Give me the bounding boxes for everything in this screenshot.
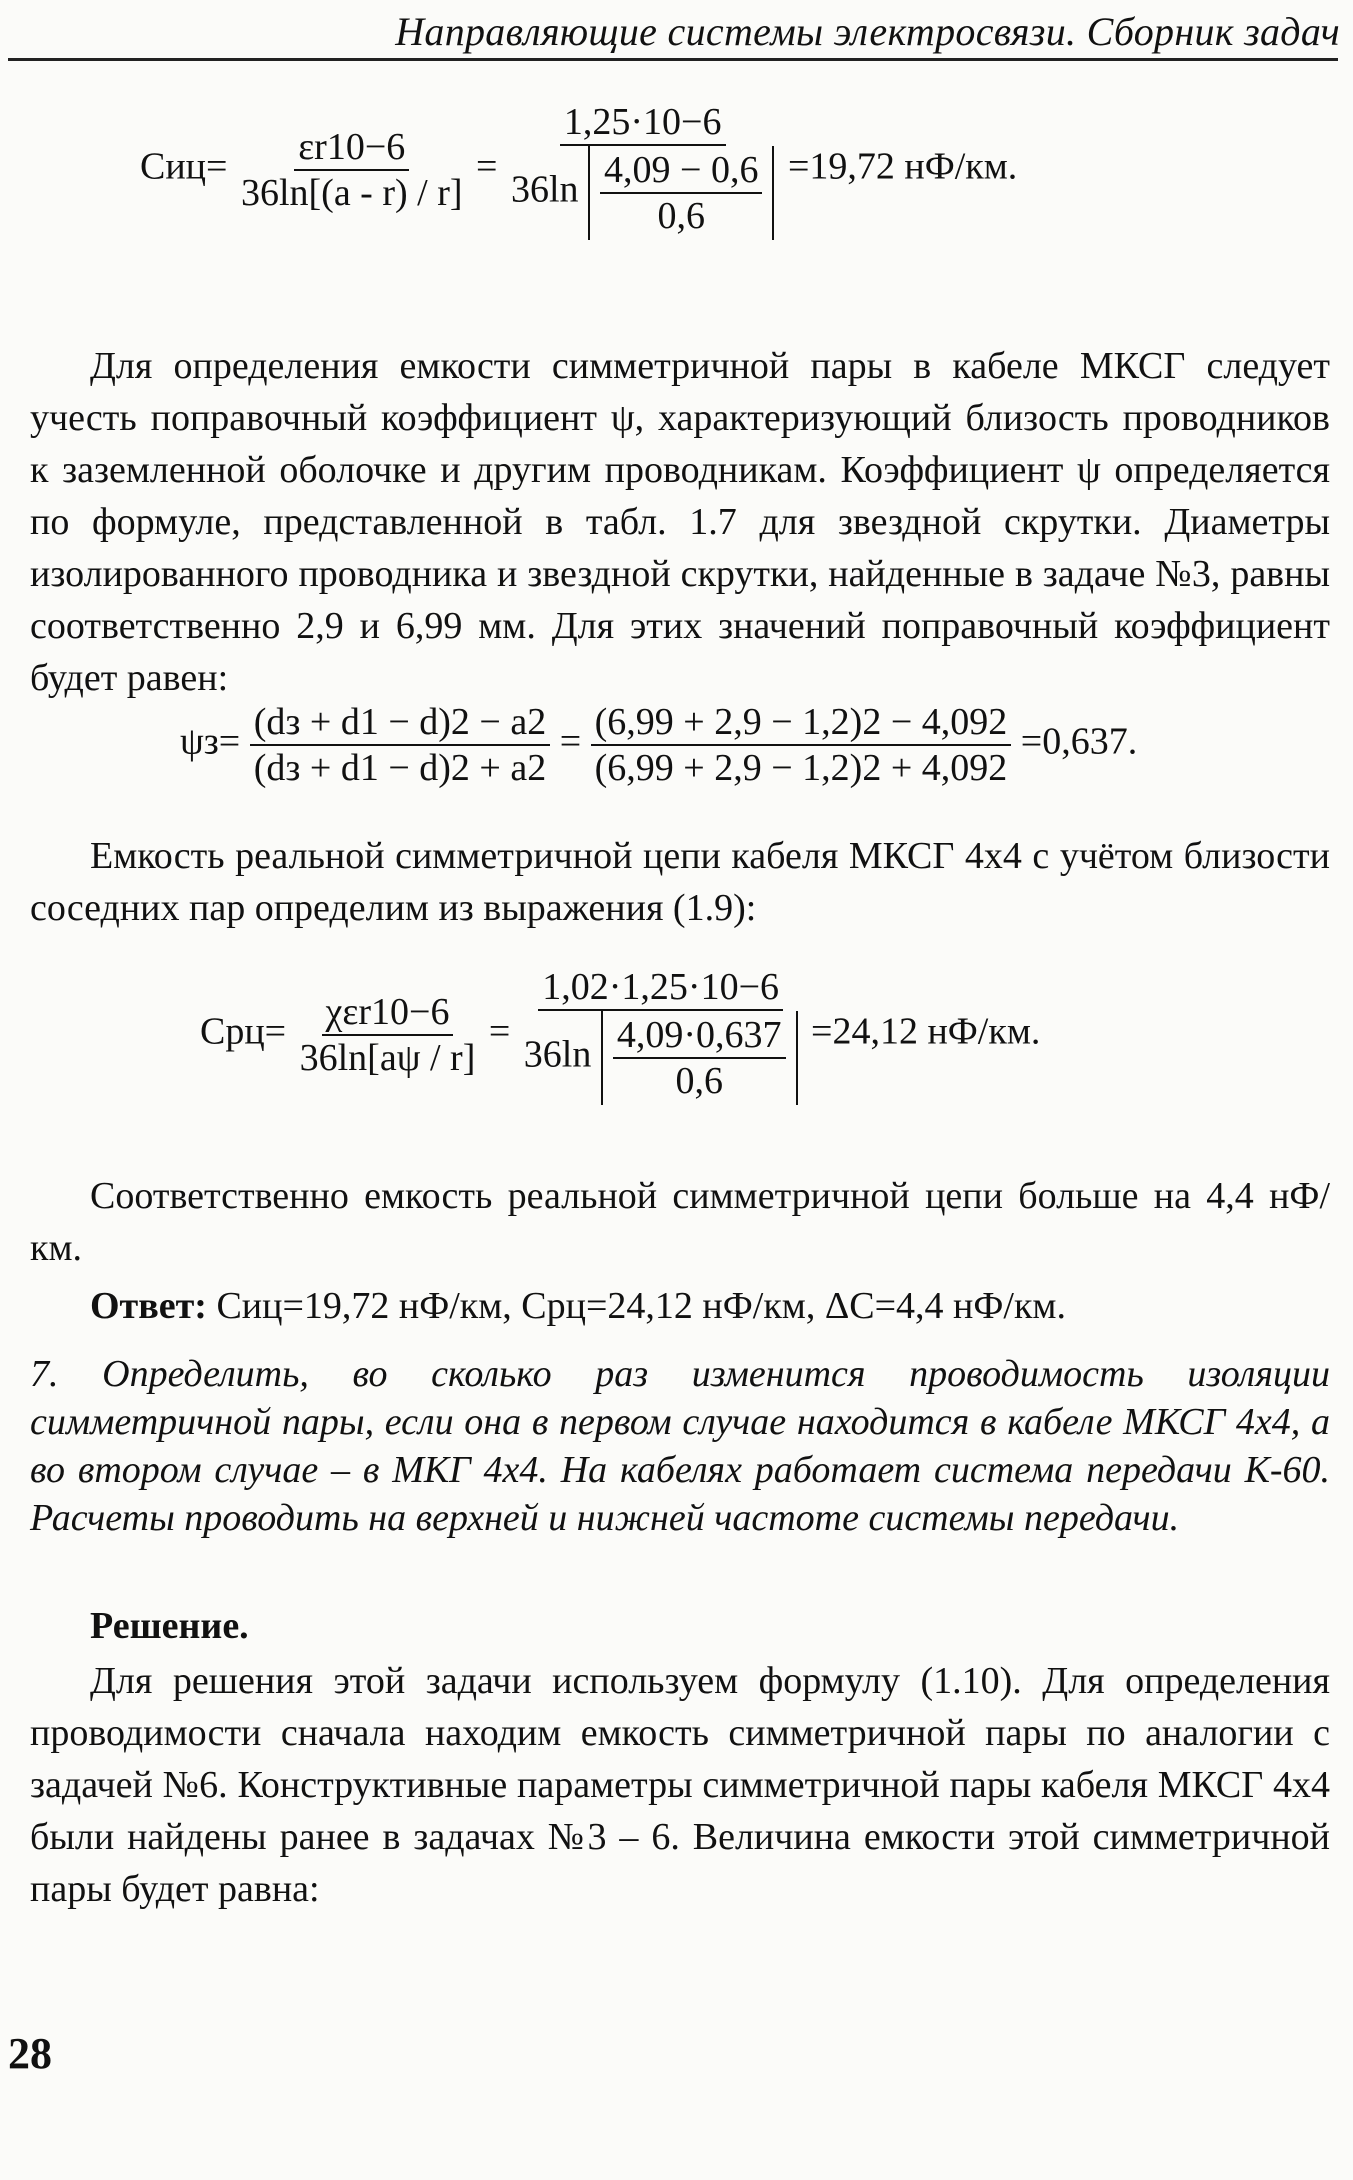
bracket-fraction xyxy=(601,1011,798,1105)
formula-cic xyxy=(140,100,1017,240)
ln-prefix: 36ln xyxy=(510,168,579,211)
fraction-denominator: 36ln[(a - r) / r] xyxy=(240,172,463,214)
bracket-fraction xyxy=(588,146,774,240)
formula-result: =24,12 нФ/км. xyxy=(811,1010,1041,1053)
formula-lhs: Cиц= xyxy=(140,145,228,188)
fraction-denominator: (dз + d1 − d)2 + a2 xyxy=(253,747,547,789)
task-7-statement: 7. Определить, во сколько раз изменится проводимость изоляции симметричной пары, если она в первом случае находится в кабеле МКСГ 4х4, а во втором случае – в МКГ 4х4. На кабелях работает система передачи К-60. Расчеты проводить на верхней и нижней частоте системы передачи. xyxy=(30,1353,1330,1539)
page-number: 28 xyxy=(8,2029,52,2078)
formula-crc xyxy=(200,965,1040,1105)
running-header: Направляющие системы электросвязи. Сборник задач xyxy=(395,9,1340,54)
paragraph-solution: Для решения этой задачи используем формулу (1.10). Для определения проводимости сначала находим емкость симметричной пары по аналогии с задачей №6. Конструктивные параметры симметричной пары кабеля МКСГ 4х4 были найдены ранее в задачах №3 – 6. Величина емкости этой симметричной пары будет равна: xyxy=(30,1660,1330,1910)
fraction-numerator: (6,99 + 2,9 − 1,2)2 − 4,092 xyxy=(591,700,1012,746)
answer-text: Cиц=19,72 нФ/км, Cрц=24,12 нФ/км, ΔC=4,4 нФ/км. xyxy=(206,1285,1066,1327)
fraction-denominator xyxy=(520,1011,802,1105)
answer-label: Ответ: xyxy=(90,1285,207,1327)
formula-lhs: Cрц= xyxy=(200,1010,287,1053)
formula-fraction-1 xyxy=(237,125,467,215)
bracket-denominator: 0,6 xyxy=(675,1060,723,1102)
bracket-denominator: 0,6 xyxy=(657,195,705,237)
formula-fraction-2 xyxy=(591,700,1012,790)
bracket-numerator: 4,09·0,637 xyxy=(613,1013,786,1059)
ln-prefix: 36ln xyxy=(523,1033,592,1076)
fraction-denominator xyxy=(507,146,779,240)
equals-sign: = xyxy=(476,145,498,188)
answer-line xyxy=(30,1280,1330,1332)
formula-fraction-2 xyxy=(507,100,779,240)
solution-heading xyxy=(30,1600,1330,1652)
fraction-denominator: (6,99 + 2,9 − 1,2)2 + 4,092 xyxy=(594,747,1008,789)
formula-fraction-1 xyxy=(296,990,480,1080)
paragraph-psi-intro: Для определения емкости симметричной пары в кабеле МКСГ следует учесть поправочный коэффициент ψ, характеризующий близость проводников к заземленной оболочке и другим проводникам. Коэффициент ψ определяется по формуле, представленной в табл. 1.7 для звездной скрутки. Диаметры изолированного проводника и звездной скрутки, найденные в задаче №3, равны соответственно 2,9 и 6,99 мм. Для этих значений поправочный коэффициент будет равен: xyxy=(30,345,1330,699)
solution-heading-text: Решение. xyxy=(90,1605,249,1647)
header-rule xyxy=(8,58,1338,61)
formula-fraction-1 xyxy=(250,700,550,790)
fraction-numerator: εr10−6 xyxy=(294,125,409,171)
fraction-numerator: 1,02·1,25·10−6 xyxy=(538,965,783,1011)
formula-result: =0,637. xyxy=(1020,720,1138,763)
paragraph-difference: Соответственно емкость реальной симметричной цепи больше на 4,4 нФ/км. xyxy=(30,1175,1330,1269)
paragraph-real-capacity: Емкость реальной симметричной цепи кабеля МКСГ 4х4 с учётом близости соседних пар определим из выражения (1.9): xyxy=(30,835,1330,929)
fraction-denominator: 36ln[aψ / r] xyxy=(299,1037,476,1079)
formula-result: =19,72 нФ/км. xyxy=(787,145,1018,188)
formula-lhs: ψз= xyxy=(180,720,241,763)
fraction-numerator: (dз + d1 − d)2 − a2 xyxy=(250,700,550,746)
formula-psi xyxy=(180,700,1137,790)
fraction-numerator: χεr10−6 xyxy=(322,990,454,1036)
equals-sign: = xyxy=(559,720,582,763)
formula-fraction-2 xyxy=(520,965,802,1105)
fraction-numerator: 1,25·10−6 xyxy=(560,100,726,146)
bracket-numerator: 4,09 − 0,6 xyxy=(600,148,762,194)
equals-sign: = xyxy=(488,1010,511,1053)
